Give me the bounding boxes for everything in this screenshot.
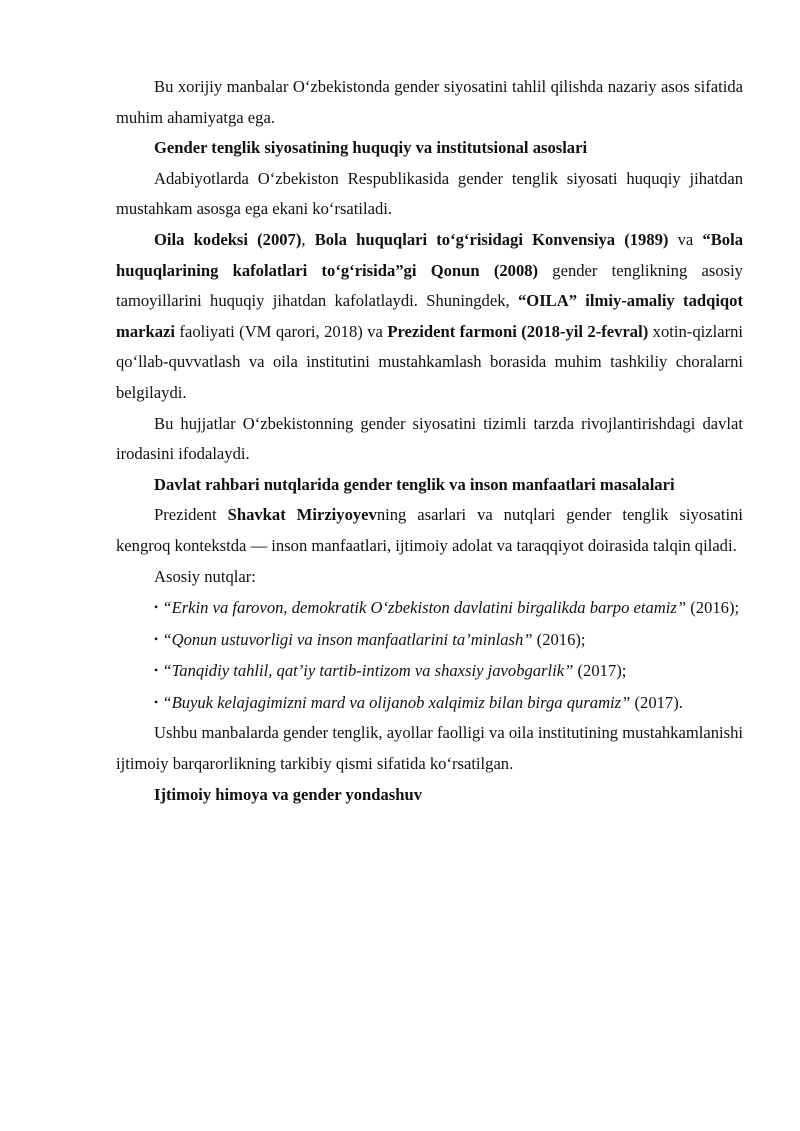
doc-presidential-decree: Prezident farmoni (2018-yil 2-fevral) [387, 321, 649, 341]
paragraph-conclusion: Ushbu manbalarda gender tenglik, ayollar faolligi va oila institutining mustahkamlanishi ijtimoiy barqarorlikning tarkibiy qismi sifatida ko‘rsatilgan. [116, 723, 743, 774]
paragraph-president [116, 500, 743, 561]
text-span: xotin-qizlarni qo‘llab-quvvatlash va oila institutini mustahkamlash borasida muhim tashkiliy choralarni belgilaydi. [116, 321, 744, 402]
doc-child-guarantees-law: “Bola huquqlarining kafolatlari to‘g‘risida”gi Qonun (2008) [116, 229, 743, 280]
text-span: faoliyati (VM qarori, 2018) va [175, 321, 388, 341]
doc-child-rights-convention: Bola huquqlari to‘g‘risidagi Konvensiya (1989) [314, 229, 669, 249]
speech-year: (2016); [532, 629, 586, 649]
list-item [116, 655, 743, 687]
text-span: ning asarlari va nutqlari gender tenglik siyosatini kengroq kontekstda — inson manfaatlari, ijtimoiy adolat va taraqqiyot doirasida talqin qiladi. [116, 505, 743, 555]
section-heading-speeches: Davlat rahbari nutqlarida gender tenglik va inson manfaatlari masalalari [154, 474, 675, 494]
paragraph-legal-documents [116, 225, 743, 409]
paragraph-literature: Adabiyotlarda O‘zbekiston Respublikasida gender tenglik siyosati huquqiy jihatdan mustahkam asosga ega ekani ko‘rsatiladi. [116, 168, 743, 219]
list-item [116, 687, 743, 719]
section-heading-social-protection: Ijtimoiy himoya va gender yondashuv [154, 784, 422, 804]
person-name: Shavkat Mirziyoyev [227, 505, 377, 525]
bullet-icon: • [154, 631, 159, 646]
speech-title: “Erkin va farovon, demokratik O‘zbekiston davlatini birgalikda barpo etamiz” [162, 598, 687, 618]
section-heading-legal-foundations: Gender tenglik siyosatining huquqiy va institutsional asoslari [154, 138, 588, 158]
speech-year: (2017). [630, 692, 683, 712]
speech-title: “Tanqidiy tahlil, qat’iy tartib-intizom va shaxsiy javobgarlik” [162, 661, 574, 681]
document-page [116, 72, 743, 810]
list-item [116, 592, 743, 624]
bullet-icon: • [154, 600, 159, 615]
paragraph-main-speeches: Asosiy nutqlar: [154, 566, 256, 586]
paragraph-intro: Bu xorijiy manbalar O‘zbekistonda gender siyosatini tahlil qilishda nazariy asos sifatida muhim ahamiyatga ega. [116, 77, 743, 127]
speech-year: (2017); [573, 661, 627, 681]
text-span: , [301, 229, 315, 249]
list-item [116, 624, 743, 656]
doc-family-code: Oila kodeksi (2007) [154, 229, 302, 249]
speech-year: (2016); [686, 598, 740, 618]
bullet-icon: • [154, 663, 159, 678]
text-span: gender tenglikning asosiy tamoyillarini huquqiy jihatdan kafolatlaydi. Shuningdek, [116, 260, 743, 311]
bullet-icon: • [154, 694, 159, 709]
text-span: Prezident [154, 505, 228, 525]
paragraph-state-will: Bu hujjatlar O‘zbekistonning gender siyosatini tizimli tarzda rivojlantirishdagi davlat irodasini ifodalaydi. [116, 413, 743, 464]
speech-title: “Buyuk kelajagimizni mard va olijanob xalqimiz bilan birga quramiz” [162, 692, 631, 712]
speech-title: “Qonun ustuvorligi va inson manfaatlarini ta’minlash” [162, 629, 533, 649]
text-span: va [668, 229, 703, 249]
org-oila-center: “OILA” ilmiy-amaliy tadqiqot markazi [116, 291, 743, 341]
